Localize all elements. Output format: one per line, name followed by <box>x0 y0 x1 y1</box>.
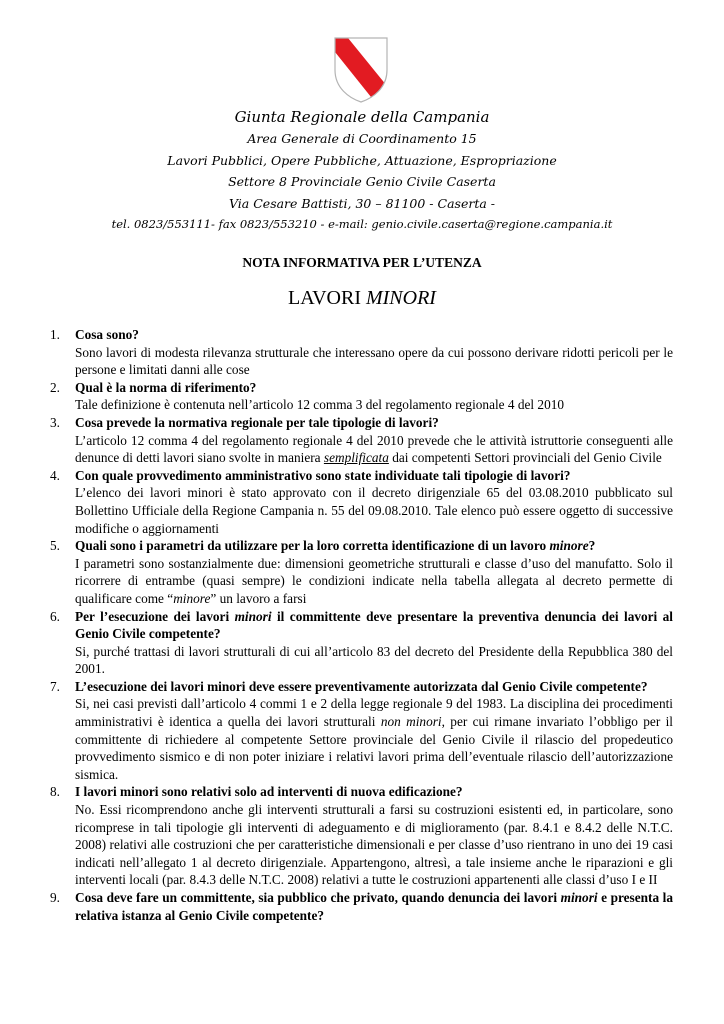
faq-item <box>50 379 673 414</box>
question <box>75 537 673 555</box>
letterhead-department: Lavori Pubblici, Opere Pubbliche, Attuazione, Espropriazione <box>167 152 557 168</box>
question-emphasis: minore <box>549 538 589 554</box>
answer-text: L’articolo 12 comma 4 del regolamento regionale 4 del 2010 prevede che le attività istruttorie conseguenti alle denunce di detti lavori siano svolte in maniera <box>75 432 673 466</box>
letterhead-area: Area Generale di Coordinamento 15 <box>247 131 477 146</box>
faq-item <box>50 326 673 379</box>
title-part1: LAVORI <box>288 287 361 309</box>
question-text: Cosa deve fare un committente, sia pubblico che privato, quando denuncia dei lavori <box>75 890 558 905</box>
answer <box>75 555 673 608</box>
answer-emphasis: minore <box>173 590 211 606</box>
item-number: 2. <box>50 379 60 395</box>
faq-item <box>50 678 673 784</box>
document-title <box>0 287 724 310</box>
item-number: 4. <box>50 467 60 483</box>
item-number: 9. <box>50 890 60 905</box>
answer-text: Si, nei casi previsti dall’articolo 4 commi 1 e 2 della legge regionale 9 del 1983. La disciplina dei procedimenti amministrativi è identica a quella dei lavori strutturali <box>75 696 673 730</box>
question: Cosa prevede la normativa regionale per tale tipologie di lavori? <box>75 414 439 430</box>
answer <box>75 432 673 467</box>
answer: Sono lavori di modesta rilevanza strutturale che interessano opere da cui possono derivare ridotti pericoli per le persone e limitati danni alle cose <box>75 344 673 378</box>
answer-emphasis: semplificata <box>323 450 389 466</box>
question-emphasis: minori <box>234 608 272 624</box>
question-text: e presenta la relativa istanza al Genio Civile competente? <box>75 890 673 923</box>
title-part2: MINORI <box>365 287 436 309</box>
answer: L’elenco dei lavori minori è stato approvato con il decreto dirigenziale 65 del 03.08.2010 pubblicato sul Bollettino Ufficiale della Regione Campania n. 55 del 09.08.2010. Tale elenco può essere oggetto di successive modifiche o aggiornamenti <box>75 485 673 536</box>
answer-text: dai competenti Settori provinciali del Genio Civile <box>392 450 662 466</box>
question: Con quale provvedimento amministrativo sono state individuate tali tipologie di lavori? <box>75 467 571 483</box>
faq-item <box>50 608 673 678</box>
item-number: 1. <box>50 327 60 342</box>
item-number: 8. <box>50 784 60 800</box>
question <box>75 889 673 924</box>
question <box>75 608 673 643</box>
letterhead-giunta: Giunta Regionale della Campania <box>234 108 490 126</box>
answer: Si, purché trattasi di lavori strutturali di cui all’articolo 83 del decreto del Presidente della Repubblica 380 del 2001. <box>75 643 673 677</box>
item-number: 3. <box>50 414 60 430</box>
question: Cosa sono? <box>75 327 139 342</box>
faq-item <box>50 537 673 607</box>
letterhead-sector: Settore 8 Provinciale Genio Civile Caserta <box>228 174 496 189</box>
letterhead-address: Via Cesare Battisti, 30 – 81100 - Caserta - <box>229 195 495 211</box>
item-number: 5. <box>50 538 60 554</box>
question: Qual è la norma di riferimento? <box>75 379 257 395</box>
faq-item <box>50 783 673 889</box>
question: I lavori minori sono relativi solo ad interventi di nuova edificazione? <box>75 784 463 800</box>
faq-item <box>50 889 673 924</box>
answer: No. Essi ricomprendono anche gli interventi strutturali a farsi su costruzioni esistenti ed, in particolare, sono ricomprese in tali tipologie gli interventi di adeguamento e di miglioramento (par. 8.4.1 e 8.4.2 delle N.T.C. 2008) relativi alle costruzioni che per caratteristiche dimensionali e per classe d’uso rientrano in uno dei 19 casi indicati nell’allegato 1 al decreto dirigenziale. Appartengono, altresì, a tale insieme anche le riparazioni e gli interventi locali (par. 8.4.3 delle N.T.C. 2008) relativi a tutte le costruzioni appartenenti alle classi d’uso I e II <box>75 802 673 888</box>
campania-coat-of-arms <box>333 36 389 104</box>
answer-emphasis: non minori <box>380 714 442 730</box>
question-text: ? <box>588 538 596 554</box>
answer-text: , per cui rimane invariato l’obbligo per il committente di richiedere al competente Settore provinciale del Genio Civile il rilascio del propedeutico provvedimento sismico e di non poter iniziare i relativi lavori prima dell’eventuale rilascio dell’autorizzazione sismica. <box>75 714 674 782</box>
faq-item <box>50 467 673 537</box>
letterhead-contact: tel. 0823/553111- fax 0823/553210 - e-mail: genio.civile.caserta@regione.campania.it <box>111 217 613 231</box>
item-number: 6. <box>50 608 60 624</box>
answer-text: ” un lavoro a farsi <box>210 590 307 606</box>
answer <box>75 695 673 783</box>
answer-text: I parametri sono sostanzialmente due: dimensioni geometriche strutturali e classe d’uso del manufatto. Solo il ricorrere di entrambe (quasi sempre) le condizioni indicate nella tabella allegata al decreto permette di qualificare come “ <box>75 555 673 606</box>
question-text: Per l’esecuzione dei lavori <box>75 608 230 624</box>
question-emphasis: minori <box>560 890 598 905</box>
letterhead <box>0 106 724 236</box>
answer: Tale definizione è contenuta nell’articolo 12 comma 3 del regolamento regionale 4 del 2010 <box>75 397 565 413</box>
question: L’esecuzione dei lavori minori deve essere preventivamente autorizzata dal Genio Civile competente? <box>75 678 648 694</box>
faq-list <box>50 326 673 924</box>
question-text: il committente deve presentare la preventiva denuncia dei lavori al Genio Civile competente? <box>75 608 674 642</box>
question-text: Quali sono i parametri da utilizzare per la loro corretta identificazione di un lavoro <box>75 538 547 554</box>
faq-item <box>50 414 673 467</box>
document-subtitle: NOTA INFORMATIVA PER L’UTENZA <box>242 255 482 270</box>
item-number: 7. <box>50 678 60 694</box>
